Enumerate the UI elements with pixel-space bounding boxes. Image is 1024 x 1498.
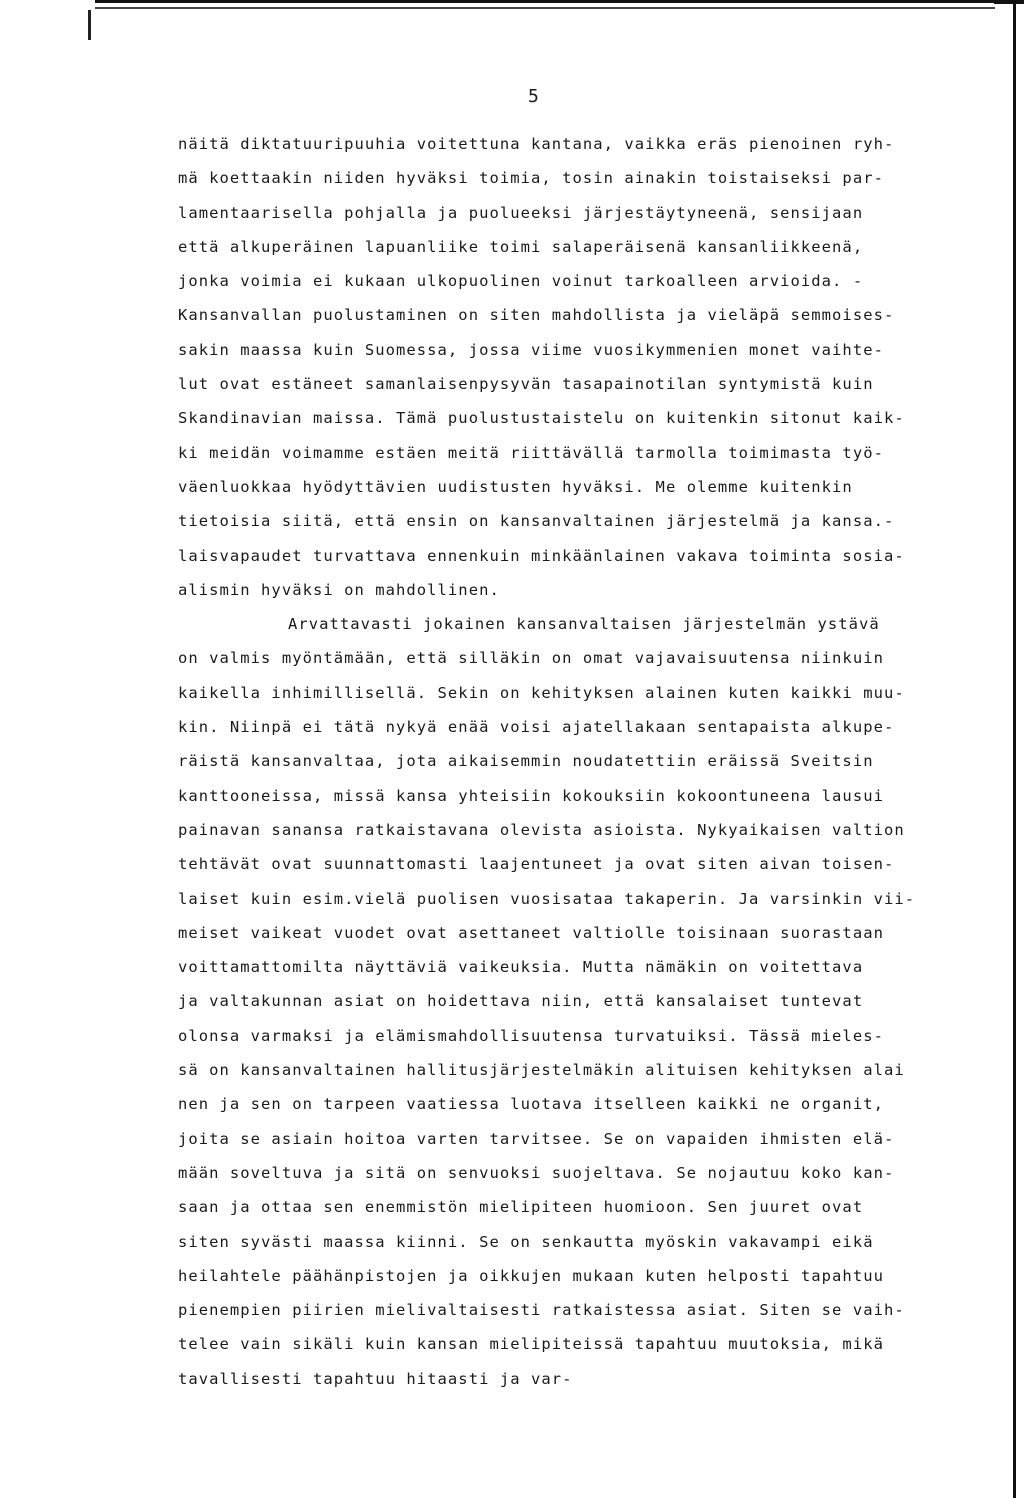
text-line: joita se asiain hoitoa varten tarvitsee. Se on vapaiden ihmisten elä- [178,1129,895,1148]
text-line: tehtävät ovat suunnattomasti laajentuneet ja ovat siten aivan toisen- [178,855,895,874]
text-line: lamentaarisella pohjalla ja puolueeksi järjestäytyneenä, sensijaan [178,203,864,222]
text-line: sakin maassa kuin Suomessa, jossa viime vuosikymmenien monet vaihte- [178,340,884,359]
text-line: kin. Niinpä ei tätä nykyä enää voisi ajatellakaan sentapaista alkupe- [178,718,895,737]
scan-right-edge [1013,0,1016,1498]
text-line: nen ja sen on tarpeen vaatiessa luotava itselleen kaikki ne organit, [178,1095,884,1114]
text-line: tavallisesti tapahtuu hitaasti ja var- [178,1369,573,1388]
text-line: laiset kuin esim.vielä puolisen vuosisataa takaperin. Ja varsinkin vii- [178,889,916,908]
text-line: telee vain sikäli kuin kansan mielipiteissä tapahtuu muutoksia, mikä [178,1335,884,1354]
text-line: on valmis myöntämään, että silläkin on omat vajavaisuutensa niinkuin [178,649,884,668]
text-line: ja valtakunnan asiat on hoidettava niin, että kansalaiset tuntevat [178,992,864,1011]
scan-top-border-corner [994,0,1024,14]
text-line: näitä diktatuuripuuhia voitettuna kantana, vaikka eräs pienoinen ryh- [178,135,895,153]
text-line: voittamattomilta näyttäviä vaikeuksia. Mutta nämäkin on voitettava [178,958,864,977]
text-line: räistä kansanvaltaa, jota aikaisemmin noudatettiin eräissä Sveitsin [178,752,874,771]
text-line: jonka voimia ei kukaan ulkopuolinen voinut tarkoalleen arvioida. - [178,272,864,291]
text-line: kaikella inhimillisellä. Sekin on kehityksen alainen kuten kaikki muu- [178,683,905,702]
text-line: mä koettaakin niiden hyväksi toimia, tosin ainakin toistaiseksi par- [178,169,884,188]
text-line: lut ovat estäneet samanlaisenpysyvän tasapainotilan syntymistä kuin [178,375,874,394]
page-number: 5 [528,86,540,107]
text-line: ki meidän voimamme estäen meitä riittävällä tarmolla toimimasta työ- [178,443,884,462]
text-line: kanttooneissa, missä kansa yhteisiin kokouksiin kokoontuneena lausui [178,786,884,805]
text-line: olonsa varmaksi ja elämismahdollisuutensa turvatuiksi. Tässä mieles- [178,1026,884,1045]
document-body [178,127,938,1396]
text-line: Skandinavian maissa. Tämä puolustustaistelu on kuitenkin sitonut kaik- [178,409,905,428]
text-line: alismin hyväksi on mahdollinen. [178,580,500,599]
scan-edge-mark [88,10,91,40]
text-line: heilahtele päähänpistojen ja oikkujen mukaan kuten helposti tapahtuu [178,1266,884,1285]
text-line: saan ja ottaa sen enemmistön mielipiteen huomioon. Sen juuret ovat [178,1198,864,1217]
scan-left-margin [0,0,12,1498]
text-line: sä on kansanvaltainen hallitusjärjestelmäkin alituisen kehityksen alai [178,1061,905,1080]
scan-top-border [95,0,995,9]
text-line: väenluokkaa hyödyttävien uudistusten hyväksi. Me olemme kuitenkin [178,477,853,496]
text-line: mään soveltuva ja sitä on senvuoksi suojeltava. Se nojautuu koko kan- [178,1163,895,1182]
text-line: laisvapaudet turvattava ennenkuin minkäänlainen vakava toiminta sosia- [178,546,905,565]
text-line: pienempien piirien mielivaltaisesti ratkaistessa asiat. Siten se vaih- [178,1301,905,1320]
text-line: meiset vaikeat vuodet ovat asettaneet valtiolle toisinaan suorastaan [178,923,884,942]
text-line-indented: Arvattavasti jokainen kansanvaltaisen järjestelmän ystävä [288,615,880,634]
text-line: painavan sanansa ratkaistavana olevista asioista. Nykyaikaisen valtion [178,820,905,839]
text-line: tietoisia siitä, että ensin on kansanvaltainen järjestelmä ja kansa.- [178,512,895,531]
text-line: että alkuperäinen lapuanliike toimi salaperäisenä kansanliikkeenä, [178,237,864,256]
text-line: Kansanvallan puolustaminen on siten mahdollista ja vieläpä semmoises- [178,306,895,325]
text-line: siten syvästi maassa kiinni. Se on senkautta myöskin vakavampi eikä [178,1232,874,1251]
